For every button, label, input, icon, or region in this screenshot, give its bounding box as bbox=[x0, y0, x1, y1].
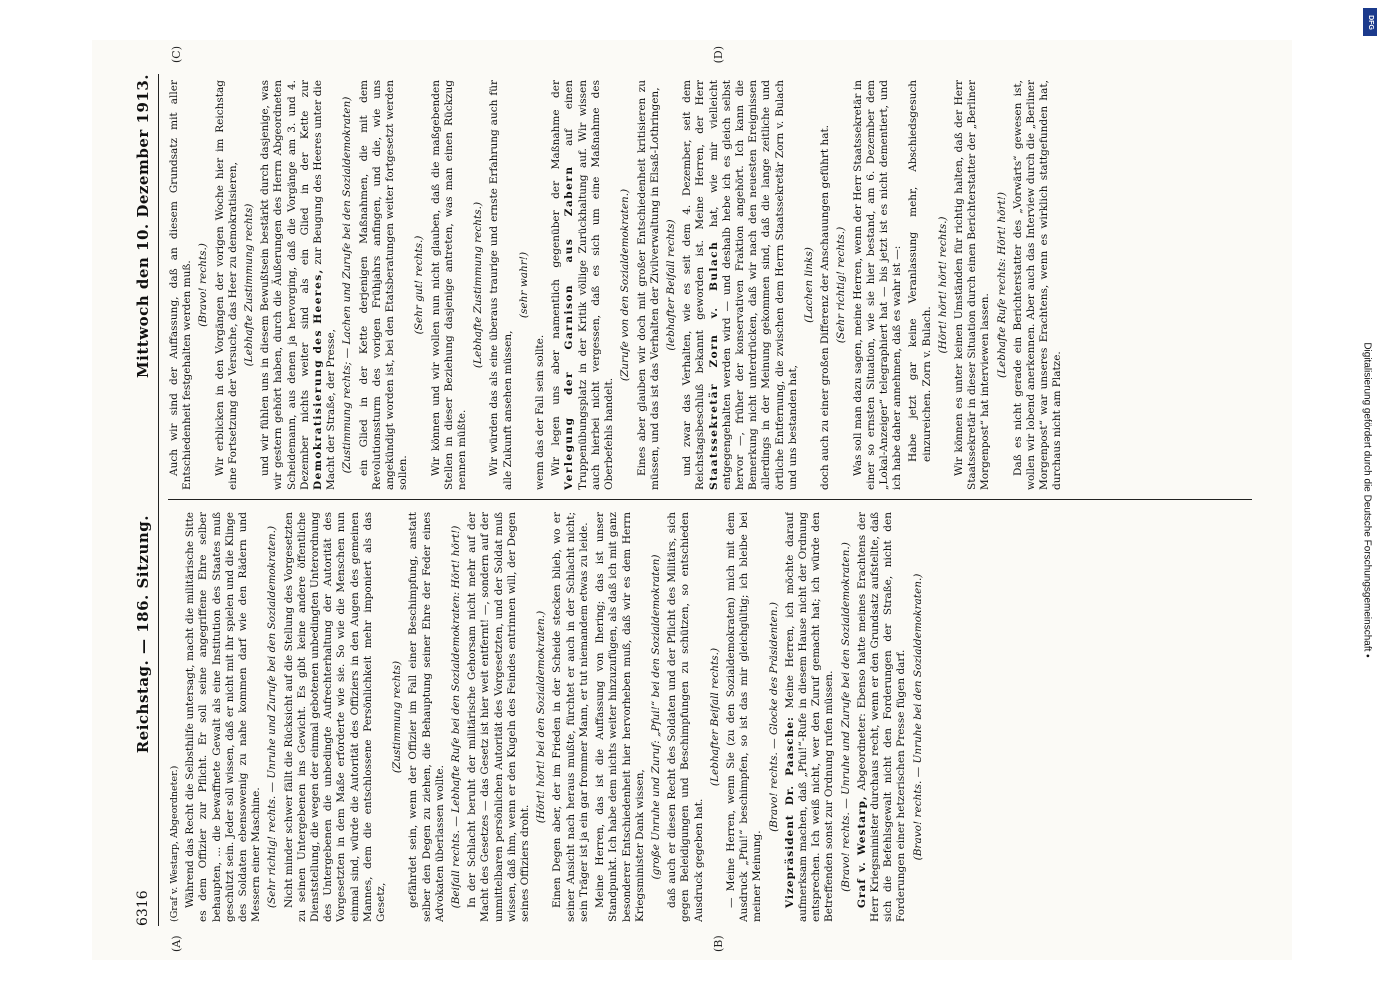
reaction: (Bravo! rechts. — Glocke des Präsidenten.) bbox=[767, 602, 780, 832]
reaction: (sehr wahr!) bbox=[517, 251, 530, 319]
left-column bbox=[168, 512, 1252, 922]
header-rule bbox=[158, 74, 159, 926]
paragraph bbox=[681, 80, 800, 490]
reaction: (Sehr richtig! rechts. — Unruhe und Zurufe bei den Sozialdemokraten.) bbox=[265, 525, 278, 909]
page-title: Reichstag. — 186. Sitzung. bbox=[133, 515, 152, 754]
credit-text: Digitalisierung gefördert durch die Deutsche Forschungsgemeinschaft • bbox=[1361, 342, 1373, 658]
speaker-name: Vizepräsident Dr. Paasche: bbox=[783, 716, 796, 908]
emphasis: Staatssekretär Zorn v. Bulach bbox=[707, 240, 720, 490]
reaction: (Lebhafte Zustimmung rechts) bbox=[242, 203, 255, 367]
paragraph: Auch wir sind der Auffassung, daß an diesem Grundsatz mit aller Entschiedenheit festgehalten werden muß. bbox=[167, 80, 193, 490]
reaction: (Sehr richtig! rechts.) bbox=[834, 226, 847, 344]
paragraph: wenn das der Fall sein sollte. bbox=[533, 334, 546, 490]
paragraph bbox=[550, 80, 616, 490]
document-page bbox=[92, 40, 1292, 960]
reaction: (Bravo! rechts. — Unruhe bei den Sozialdemokraten.) bbox=[911, 573, 924, 861]
paragraph: Wir würden das als eine überaus traurige und ernste Erfahrung auch für alle Zukunft ansehen müssen, bbox=[487, 80, 514, 490]
page-number: 6316 bbox=[134, 890, 151, 926]
reaction: (Lebhafte Zustimmung rechts.) bbox=[471, 201, 484, 369]
speech-text: Meine Herren, ich möchte darauf aufmerksam machen, daß „Pfui!“-Rufe in diesem Hause nicht der Ordnung entsprechen. Ich weiß nicht, wer den Zuruf gemacht hat; ich würde den Betreffenden sonst zur Ordnung rufen müssen. bbox=[783, 512, 835, 922]
paragraph: doch auch zu einer großen Differenz der Anschauungen geführt hat. bbox=[818, 124, 831, 490]
reaction: (Hört! hört! hört! rechts.) bbox=[936, 216, 949, 354]
reaction: (Beifall rechts. — Lebhafte Rufe bei den Sozialdemokraten: Hört! hört!) bbox=[449, 525, 462, 909]
reaction: (große Unruhe und Zuruf: „Pfui!“ bei den Sozialdemokraten) bbox=[649, 554, 662, 880]
paragraph bbox=[855, 512, 908, 922]
paragraph: — Meine Herren, wenn Sie (zu den Sozialdemokraten) mich mit dem Ausdruck „Pfui!“ beschimpfen, so ist das mir gleichgültig; ich bleibe bei meiner Meinung. bbox=[724, 512, 763, 922]
paragraph: Meine Herren, das ist die Auffassung von Ihering; das ist unser Standpunkt. Ich habe dem nichts weiter hinzuzufügen, als daß ich mit ganz besonderer Entschiedenheit hier hervorheben muß, daß wir es dem Herrn Kriegsminister Dank wissen, bbox=[593, 512, 646, 922]
speaker-reference: (Graf v. Westarp, Abgeordneter.) bbox=[168, 765, 180, 922]
emphasis: Demokratisierung des Heeres, bbox=[311, 268, 324, 490]
reaction: (Bravo! rechts. — Unruhe und Zurufe bei den Sozialdemokraten.) bbox=[839, 542, 852, 892]
session-date: Mittwoch den 10. Dezember 1913. bbox=[133, 74, 152, 378]
paragraph: Wir erblicken in den Vorgängen der vorigen Woche hier im Reichstag eine Fortsetzung der Versuche, das Heer zu demokratisieren, bbox=[213, 80, 239, 490]
speaker-name: Graf v. Westarp, bbox=[855, 795, 868, 908]
reaction: (Lebhafte Rufe rechts: Hört! hört!) bbox=[995, 191, 1008, 379]
quotation: Habe jetzt gar keine Veranlassung mehr, Abschiedsgesuch einzureichen. Zorn v. Bulach. bbox=[906, 80, 933, 462]
dfg-logo-text: DFG bbox=[1366, 14, 1374, 30]
paragraph: Wir können es unter keinen Umständen für richtig halten, daß der Herr Staatssekretär in dieser Situation durch einen Berichterstatter der „Berliner Morgenpost“ hat interviewen lassen. bbox=[952, 80, 991, 490]
paragraph bbox=[259, 80, 338, 490]
text-run: und zwar das Verhalten, wie es seit dem 4. Dezember, seit dem Reichstagsbeschluß bekannt geworden ist. Meine Herren, der Herr bbox=[680, 80, 706, 490]
paragraph: Eines aber glauben wir doch mit großer Entschiedenheit kritisieren zu müssen, und das ist das Verhalten der Zivilverwaltung in Elsaß-Lothringen, bbox=[635, 80, 661, 490]
paragraph: Daß es nicht gerade ein Berichterstatter des „Vorwärts“ gewesen ist, wollen wir lobend anerkennen. Aber auch das Interview durch die „Berliner Morgenpost“ war unseres Erachtens, wenn es wirklich stattgefunden hat, durchaus nicht am Platze. bbox=[1011, 80, 1063, 490]
text-run: und wir fühlen uns in diesem Bewußtsein bestärkt durch dasjenige, was wir gestern gehört haben, durch die Äußerungen des Herrn Abgeordneten Scheidemann, aus denen ja hervorging, daß die Vorgänge am 3. und 4. Dezember nichts weiter sind als ein Glied in der Kette zur bbox=[258, 80, 311, 490]
paragraph: Wir können und wir wollen nun nicht glauben, daß die maßgebenden Stellen in dieser Beziehung dasjenige antreten, was man einen Rückzug nennen müßte. bbox=[429, 80, 468, 490]
paragraph: gefährdet sein, wenn der Offizier im Fall einer Beschimpfung, anstatt selber den Degen zu ziehen, die Behauptung seiner Ehre der Feder eines Advokaten überlassen wollte. bbox=[406, 512, 446, 922]
reaction: (Sehr gut! rechts.) bbox=[412, 235, 425, 335]
paragraph: ein Glied in der Kette derjenigen Maßnahmen, die mit dem Revolutionssturm des vorigen Frühjahrs anfingen, und die, wie uns angekündigt worden ist, bei den Etatsberatungen weiter fortgesetzt werden sollen. bbox=[357, 80, 409, 490]
reaction: (Zustimmung rechts) bbox=[390, 660, 403, 774]
margin-letter-d: (D) bbox=[711, 46, 725, 64]
reaction: (Zurufe von den Sozialdemokraten.) bbox=[618, 188, 631, 382]
text-run: Wir legen uns aber namentlich gegenüber der Maßnahme der bbox=[549, 80, 562, 476]
paragraph: In der Schlacht beruht der militärische Gehorsam nicht mehr auf der Macht des Gesetzes — das Gesetz ist hier weit entfernt! —, sondern auf der unmittelbaren persönlichen Autorität des Vorgesetzten, und der Soldat muß wissen, daß ihm, wenn er den Kugeln des Feindes entrinnen will, der Degen seines Offiziers droht. bbox=[465, 512, 531, 922]
paragraph: Während das Recht die Selbsthilfe untersagt, macht die militärische Sitte es dem Offizier zur Pflicht. Er soll seine angegriffene Ehre selber behaupten, ... die bewaffnete Gewalt als eine Institution des Staates muß geschützt sein. Jeder soll wissen, daß er nicht mit ihr spielen und die Klinge des Soldaten ebensowenig zu nahe kommen darf wie den Rädern und Messern einer Maschine. bbox=[183, 512, 262, 922]
paragraph: Nicht minder schwer fällt die Rücksicht auf die Stellung des Vorgesetzten zu seinen Untergebenen ins Gewicht. Es gibt keine andere öffentliche Dienststellung, die wegen der einmal gebotenen unbedingten Unterordnung des Untergebenen die unbedingte Aufrechterhaltung der Autorität des Vorgesetzten in dem Maße erforderte wie sie. So wie die Menschen nun einmal sind, würde die Autorität des Offiziers in den Augen des gemeinen Mannes, dem die entschlossene Persönlichkeit mehr imponiert als das Gesetz, bbox=[282, 512, 387, 922]
right-column bbox=[168, 80, 1252, 490]
emphasis: Verlegung der Garnison aus Zabern bbox=[562, 165, 575, 490]
text-run: hat, wie mir vielleicht entgegengehalten werden wird — und deshalb hebe ich es gleich selbst hervor —, früher der konservativen Fraktion angehört. Ich kann die Bemerkung nicht unterdrücken, daß wir nach den neuesten Ereignissen allerdings in der Meinung gekommen sind, daß die lange zeitliche und örtliche Entfernung, die zwischen dem Herrn Staatssekretär Zorn v. Bulach und uns bestanden hat, bbox=[707, 80, 799, 490]
page-header bbox=[128, 74, 158, 926]
paragraph: Einen Degen aber, der im Frieden in der Scheide stecken blieb, wo er seiner Ansicht nach heraus mußte, fürchtet er auch in der Schlacht nicht; sein Träger ist ja ein gar frommer Mann, er tut niemandem etwas zu leide. bbox=[550, 512, 590, 922]
paragraph: daß auch er diesen Recht des Soldaten und der Pflicht des Militärs, sich gegen Beleidigungen und Beschimpfungen zu schützen, so entschieden Ausdruck gegeben hat. bbox=[665, 512, 705, 922]
reaction: (Lebhafter Beifall rechts.) bbox=[708, 647, 721, 787]
reaction: (Bravo! rechts.) bbox=[196, 243, 209, 327]
digitization-credit bbox=[1357, 10, 1377, 990]
margin-letter-c: (C) bbox=[169, 46, 183, 63]
column-divider bbox=[168, 499, 1252, 500]
text-run: auf einen Truppenübungsplatz in der Kritik völlige Zurückhaltung auf. Wir wissen auch hierbei nicht vergessen, daß es sich um eine Maßnahme des Oberbefehls handelt. bbox=[562, 80, 615, 490]
reaction: (Lachen links) bbox=[802, 247, 815, 323]
reaction: (Hört! hört! bei den Sozialdemokraten.) bbox=[534, 610, 547, 824]
margin-letter-a: (A) bbox=[169, 935, 183, 952]
speech-text: Abgeordneter: Ebenso hatte meines Erachtens der Herr Kriegsminister durchaus recht, wenn er den Grundsatz aufstellte, daß sich die Befehlsgewalt nicht den Forderungen der Straße, nicht den Forderungen einer hetzerischen Presse fügen darf. bbox=[855, 512, 907, 922]
margin-letter-b: (B) bbox=[711, 935, 725, 952]
paragraph: Was soll man dazu sagen, meine Herren, wenn der Herr Staatssekretär in einer so ernsten Situation, wie sie hier bestand, am 6. Dezember dem „Lokal-Anzeiger“ telegraphiert hat — bis jetzt ist es nicht dementiert, und ich habe daher annehmen, daß es wahr ist —: bbox=[851, 80, 903, 490]
text-run: zur Beugung des Heeres unter die Macht der Straße, der Presse, bbox=[311, 80, 337, 490]
reaction: (Zustimmung rechts; — Lachen und Zurufe bei den Sozialdemokraten) bbox=[340, 96, 353, 474]
reaction: (lebhafter Beifall rechts) bbox=[664, 219, 677, 351]
paragraph bbox=[783, 512, 836, 922]
